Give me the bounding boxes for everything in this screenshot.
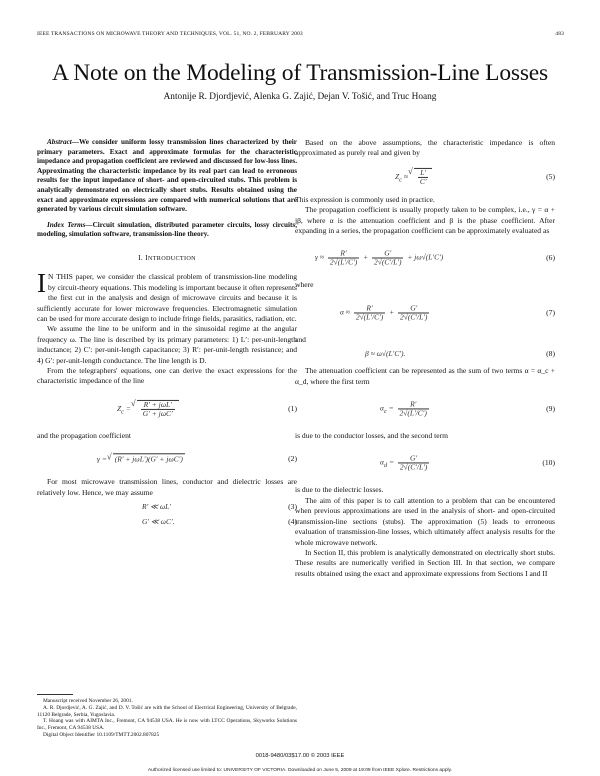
right-column: [295, 138, 555, 579]
equation: [37, 516, 297, 528]
paragraph: We assume the line to be uniform and in the sinusoidal regime at the angular frequency ω. The line is described by its primary parameters: 1) L′: per-unit-length inductance; 2) C′: per-unit-length capacitance; 3) R′: per-unit-length resistance; and 4) G′: per-unit-length conductance. The line length is D.: [37, 324, 297, 365]
equation: [295, 240, 555, 276]
index-terms: [37, 221, 297, 240]
paragraph: The propagation coefficient is usually properly taken to be complex, i.e., γ = α + jβ, where α is the attenuation coefficient and β is the phase coefficient. After expanding in a series, the propagation coefficient can be approximately evaluated as: [295, 205, 555, 236]
equation-number: (2): [288, 454, 297, 464]
section-heading: [37, 253, 297, 264]
equation-number: (9): [546, 403, 555, 413]
copyright-line: 0018-9480/03$17.00 © 2003 IEEE: [255, 753, 345, 759]
equation-number: (10): [542, 458, 555, 468]
footnote: Digital Object Identifier 10.1109/TMTT.2002.807825: [43, 731, 160, 738]
paragraph: where: [295, 280, 314, 290]
author-list: Antonije R. Djordjević, Alenka G. Zajić, Dejan V. Tošić, and Truc Hoang: [163, 92, 437, 102]
section-initial: I: [145, 252, 148, 262]
paragraph: is due to the dielectric losses.: [295, 485, 384, 495]
paragraph: The attenuation coefficient can be represented as the sum of two terms α = α_c + α_d, where the first term: [295, 366, 555, 386]
footnote: A. R. Djordjević, A. G. Zajić, and D. V. Tošić are with the School of Electrical Engineering, University of Belgrade, 11120 Belgrade, Serbia, Yugoslavia.: [37, 704, 297, 718]
drop-cap: I: [37, 268, 46, 299]
equation-formula: R′ ≪ ωL′: [142, 501, 171, 511]
equation: [295, 348, 555, 360]
left-column: [37, 138, 297, 531]
equation: [37, 445, 297, 473]
intro-text: N THIS paper, we consider the classical problem of transmission-line modeling by circuit-theory equations. This modeling is important because it often represents the first cut in the analysis and design of microwave circuits and because it is sufficiently accurate for lower microwave frequencies. Electromagnetic simulation can be used for more accurate design to include fringe fields, parasitics, radiation, etc.: [37, 272, 297, 323]
section-title-rest: NTRODUCTION: [147, 254, 196, 262]
equation: [295, 391, 555, 427]
page-number: 483: [555, 31, 564, 37]
paragraph: From the telegraphers' equations, one can derive the exact expressions for the characteristic impedance of the line: [37, 366, 297, 386]
equation-formula: $Z_c$ ≈ √ $\frac{L'}{C'}$: [395, 168, 432, 186]
equation-formula: β ≈ ω√(L′C′).: [365, 349, 406, 359]
equation: [37, 501, 297, 513]
index-terms-text: Circuit simulation, distributed parameter circuits, lossy circuits, modeling, simulation software, transmission-line theory.: [37, 220, 297, 239]
paragraph: This expression is commonly used in practice.: [295, 194, 435, 204]
equation-formula: α ≈ $\frac{R'}{2√(L'/C')}$ + $\frac{G'}{2√(C'/L')}$: [340, 303, 428, 322]
paper-title: A Note on the Modeling of Transmission-Line Losses: [52, 60, 548, 86]
footnote-rule: [37, 694, 73, 695]
intro-paragraph: [37, 268, 297, 324]
paragraph: is due to the conductor losses, and the second term: [295, 431, 448, 441]
footnote: T. Hoang was with AIMTA Inc., Fremont, CA 94538 USA. He is now with LTCC Operations, Skyworks Solutions Inc., Fremont, CA 94538 USA.: [37, 718, 297, 732]
equation-number: (1): [288, 403, 297, 413]
equation: [295, 163, 555, 191]
equation-formula: $\alpha_d$ = $\frac{G'}{2√(C'/L')}$: [380, 453, 428, 472]
paragraph: and the propagation coefficient: [37, 430, 131, 440]
equation-number: (5): [546, 171, 555, 181]
equation-number: (7): [546, 307, 555, 317]
license-notice: Authorized licensed use limited to: UNIVERSITY OF VICTORIA. Downloaded on June 5, 2009 at 19:09 from IEEE Xplore. Restrictions apply.: [147, 768, 453, 773]
paragraph: In Section II, this problem is analytically demonstrated on electrically short stubs. These results are numerically verified in Section III. In that section, we compare results obtained using the exact and approximate expressions from Sections I and II: [295, 547, 555, 578]
equation-number: (4): [288, 516, 297, 526]
abstract-text: We consider uniform lossy transmission lines characterized by their primary parameters. Exact and approximate formulas for the characteristic impedance and propagation coefficient are reviewed and discussed for low-loss lines. Approximating the characteristic impedance by its real part can lead to erroneous results for the input impedance of short- and open-circuited stubs. This problem is analytically demonstrated on electrically short stubs. Results obtained using the exact and approximate expressions are compared with numerical solutions that are generated by various circuit simulation software.: [37, 138, 297, 214]
equation-formula: G′ ≪ ωC′.: [142, 516, 175, 526]
abstract-label: Abstract—: [47, 138, 79, 146]
paragraph: For most microwave transmission lines, conductor and dielectric losses are relatively low. Hence, we may assume: [37, 477, 297, 497]
equation-number: (3): [288, 501, 297, 511]
footnote: Manuscript received November 26, 2001.: [43, 698, 133, 704]
running-header: IEEE TRANSACTIONS ON MICROWAVE THEORY AND TECHNIQUES, VOL. 51, NO. 2, FEBRUARY 2003: [37, 31, 303, 37]
equation: [295, 445, 555, 481]
equation-formula: γ = √ (R′ + jωL′)(G′ + jωC′): [97, 454, 185, 465]
equation: [37, 391, 297, 427]
footnotes: [37, 698, 297, 739]
equation-formula: $Z_c$ = √ $\frac{\text{R′ + jωL′}}{\text{G′ + jωC′}}$: [117, 400, 179, 418]
equation: [295, 295, 555, 331]
equation-number: (6): [546, 253, 555, 263]
paragraph: Based on the above assumptions, the characteristic impedance is often approximated as purely real and given by: [295, 138, 555, 158]
section-numeral: I.: [138, 252, 143, 262]
index-terms-label: Index Terms—: [47, 220, 93, 229]
paragraph: The aim of this paper is to call attention to a problem that can be encountered when previous approximations are used in the analysis of short- and open-circuited transmission-line sections (stubs). The approximation (5) leads to erroneous evaluation of transmission-line losses, which ultimately affect analysis results for the whole microwave network.: [295, 495, 555, 547]
equation-formula: γ ≈ $\frac{R'}{2√(L'/C')}$ + $\frac{G'}{2√(C'/L')}$ + jω√(L′C′): [315, 248, 444, 267]
paragraph: and: [295, 334, 306, 344]
abstract: [37, 138, 297, 215]
equation-number: (8): [546, 349, 555, 359]
equation-formula: $\alpha_c$ = $\frac{R'}{2√(L'/C')}$: [380, 399, 427, 418]
